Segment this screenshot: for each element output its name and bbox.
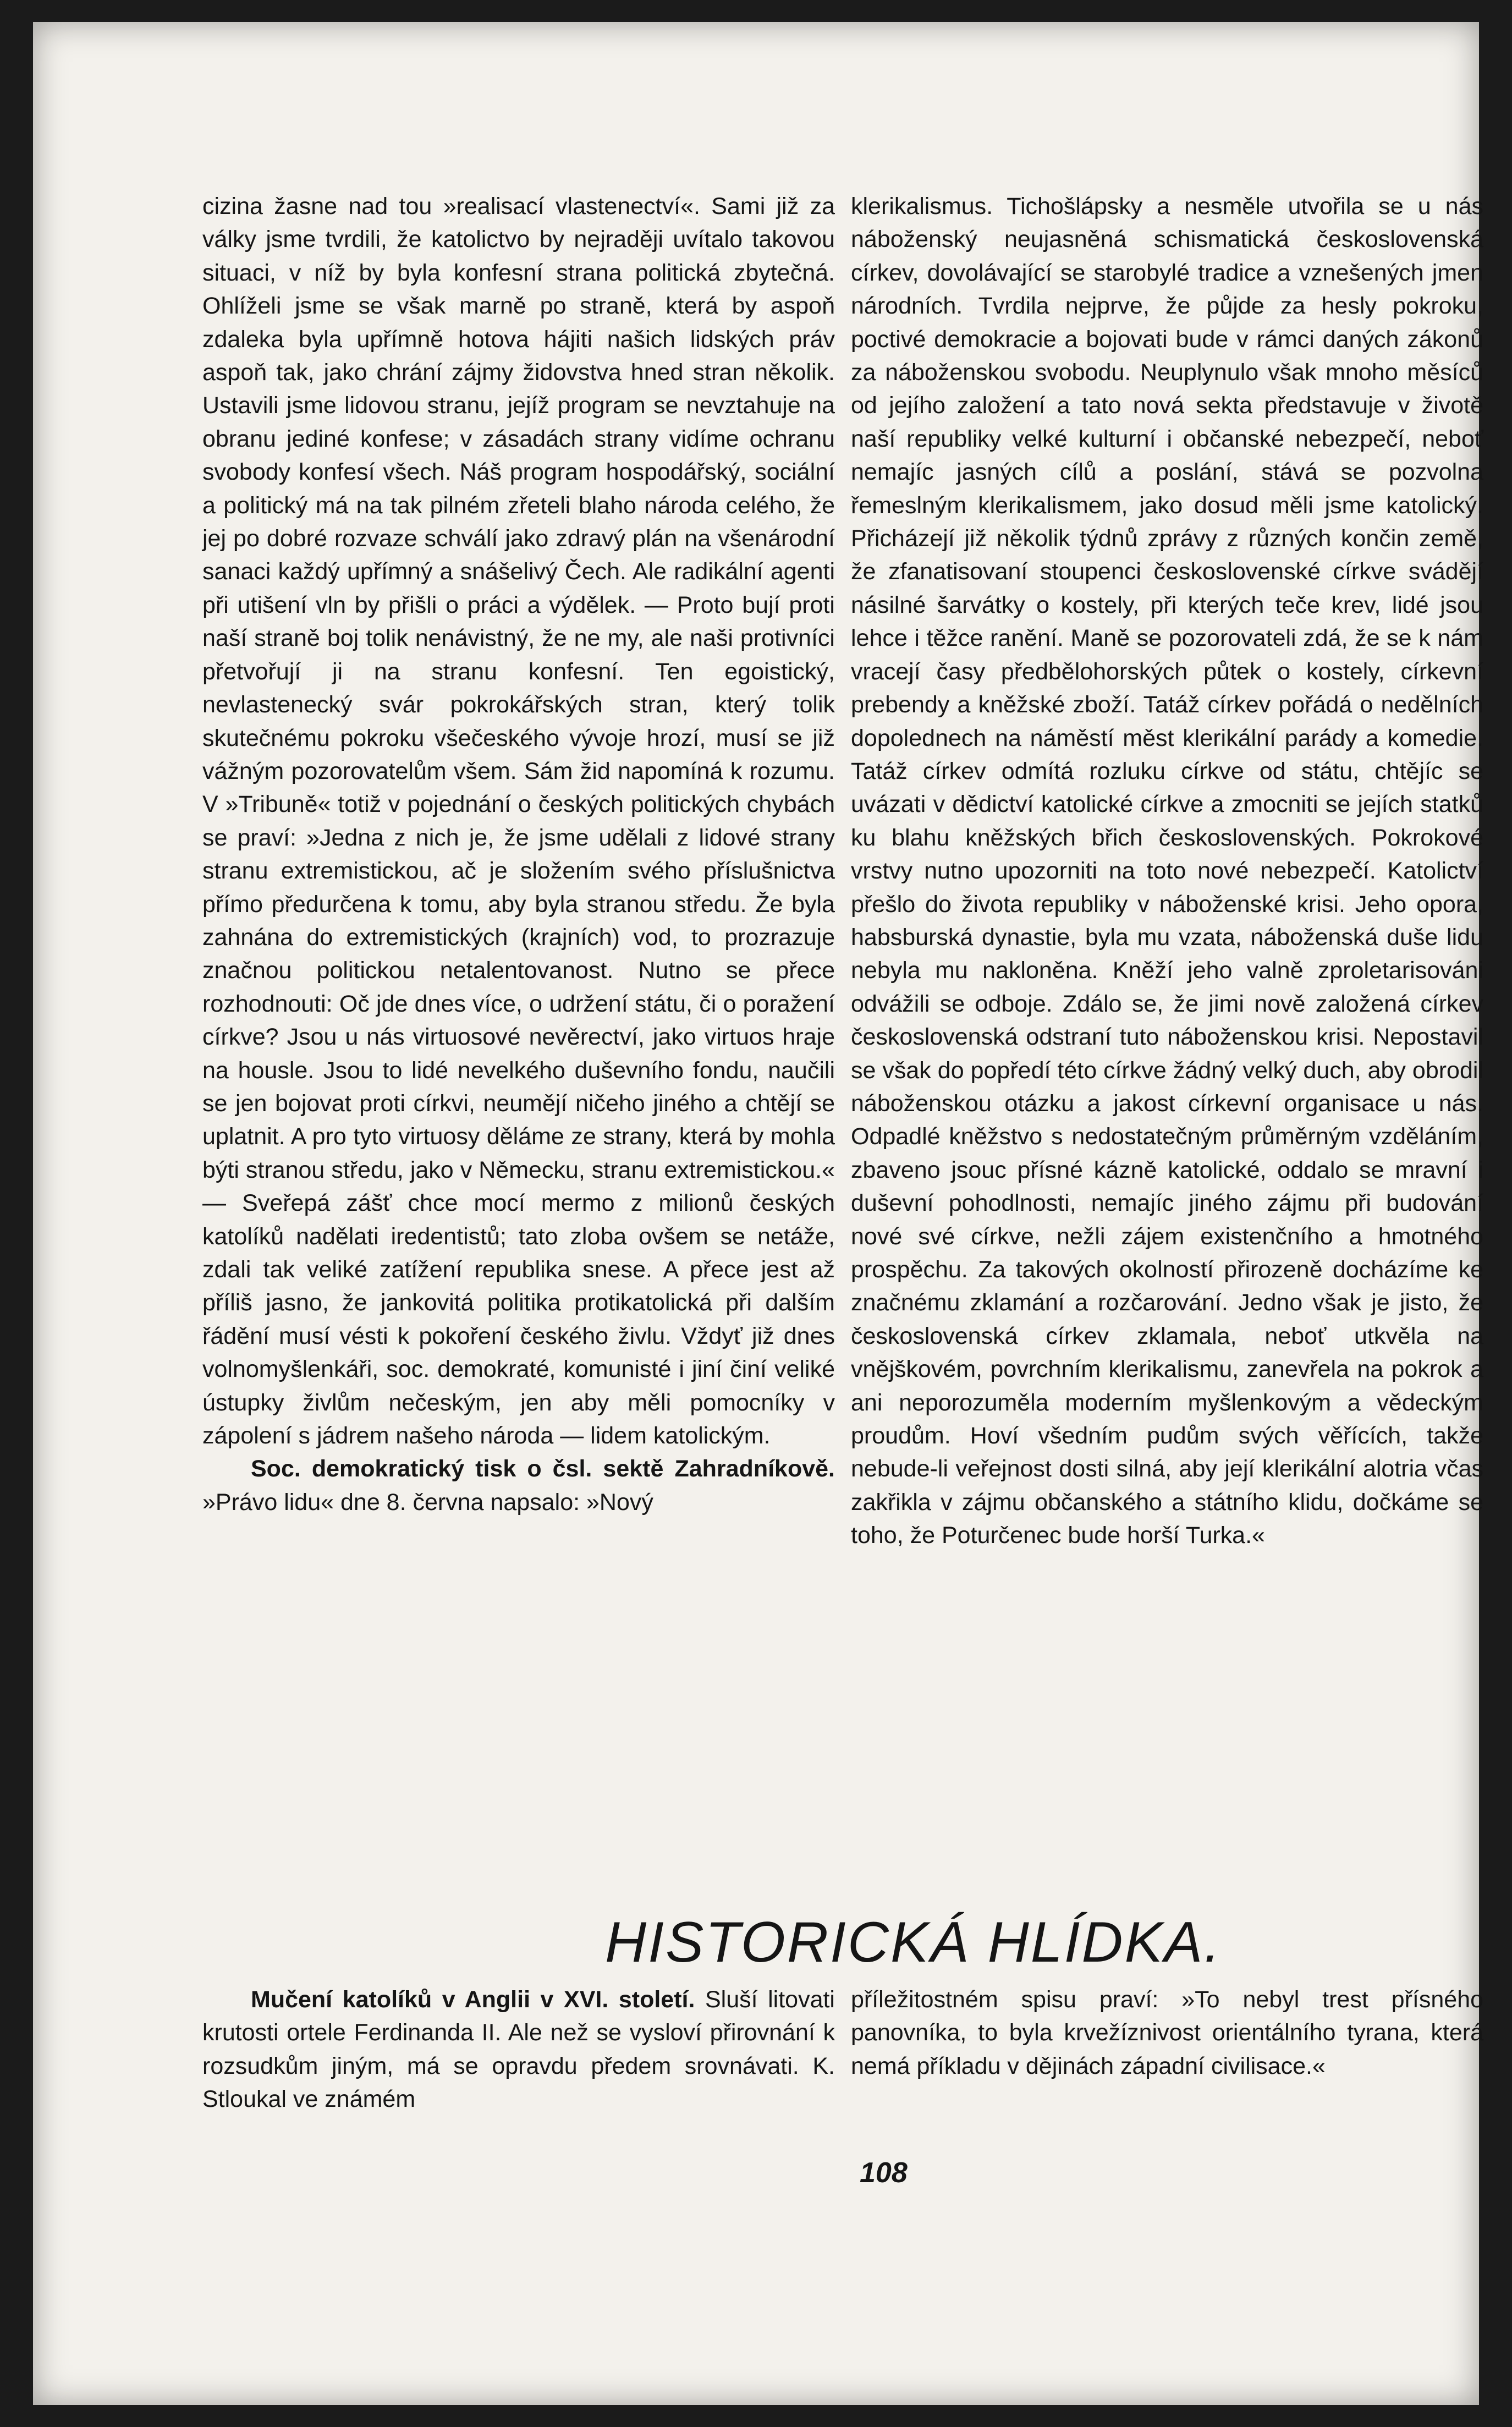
tail-subheading: Soc. demokratický tisk o čsl. sektě Zahradníkově. <box>251 1456 835 1482</box>
page-number: 108 <box>860 2157 908 2189</box>
article-left-column <box>202 190 835 1519</box>
section-heading: HISTORICKÁ HLÍDKA. <box>605 1910 1222 1974</box>
section-left-paragraph <box>202 1983 835 2116</box>
section-left-column <box>202 1983 835 2116</box>
section-left-text: Sluší litovati krutosti ortele Ferdinanda II. Ale než se vysloví přirovnání k rozsudkům jiným, má se opravdu předem srovnávati. K. Stloukal ve známém <box>202 1986 835 2113</box>
article-right-text: klerikalismus. Tichošlápsky a nesměle utvořila se u nás náboženský neujasněná schismatická československá církev, dovolávající se starobylé tradice a vznešených jmen národních. Tvrdila nejprve, že půjde za hesly pokroku, poctivé demokracie a bojovati bude v rámci daných zákonů za náboženskou svobodu. Neuplynulo však mnoho měsíců od jejího založení a tato nová sekta představuje v životě naší republiky velké kulturní i občanské nebezpečí, neboť nemajíc jasných cílů a poslání, stává se pozvolna řemeslným klerikalismem, jako dosud měli jsme katolický. Přicházejí již několik týdnů zprávy z různých končin země, že zfanatisovaní stoupenci československé církve svádějí násilné šarvátky o kostely, při kterých teče krev, lidé jsou lehce i těžce ranění. Maně se pozorovateli zdá, že se k nám vracejí časy předbělohorských půtek o kostely, církevní prebendy a kněžské zboží. Tatáž církev pořádá o nedělních dopolednech na náměstí měst klerikální parády a komedie. Tatáž církev odmítá rozluku církve od státu, chtějíc se uvázati v dědictví katolické církve a zmocniti se jejích statků ku blahu kněžských břich československých. Pokrokové vrstvy nutno upozorniti na toto nové nebezpečí. Katolictví přešlo do života republiky v náboženské krisi. Jeho opora, habsburská dynastie, byla mu vzata, náboženská duše lidu nebyla mu nakloněna. Kněží jeho valně zproletarisováni odvážili se odboje. Zdálo se, že jimi nově založená církev československá odstraní tuto náboženskou krisi. Nepostavil se však do popředí této církve žádný velký duch, aby obrodil náboženskou otázku a jakost církevní organisace u nás. Odpadlé kněžstvo s nedostatečným průměrným vzděláním, zbaveno jsouc přísné kázně katolické, oddalo se mravní i duševní pohodlnosti, nemajíc jiného zájmu při budování nové své církve, nežli zájem existenčního a hmotného prospěchu. Za takových okolností přirozeně docházíme ke značnému zklamání a rozčarování. Jedno však je jisto, že československá církev zklamala, neboť utkvěla na vnějškovém, povrchním klerikalismu, zanevřela na pokrok a ani neporozuměla moderním myšlenkovým a vědeckým proudům. Hoví všedním pudům svých věřících, takže nebude-li veřejnost dosti silná, aby její klerikální alotria včas zakřikla v zájmu občanského a státního klidu, dočkáme se toho, že Poturčenec bude horší Turka.« <box>851 193 1483 1549</box>
scanned-page <box>33 22 1483 2405</box>
article-left-tail <box>202 1452 835 1519</box>
section-right-column <box>851 1983 1483 2083</box>
article-right-column <box>851 190 1483 1552</box>
section-subheading: Mučení katolíků v Anglii v XVI. století. <box>251 1986 695 2013</box>
section-right-text: příležitostném spisu praví: »To nebyl trest přísného panovníka, to byla krvežíznivost orientálního tyrana, která nemá příkladu v dějinách západní civilisace.« <box>851 1986 1483 2079</box>
tail-text: »Právo lidu« dne 8. června napsalo: »Nový <box>202 1489 653 1515</box>
article-left-text: cizina žasne nad tou »realisací vlastenectví«. Sami již za války jsme tvrdili, že katolictvo by nejraději uvítalo takovou situaci, v níž by byla konfesní strana politická zbytečná. Ohlíželi jsme se však marně po straně, která by aspoň zdaleka byla upřímně hotova hájiti našich lidských práv aspoň tak, jako chrání zájmy židovstva hned stran několik. Ustavili jsme lidovou stranu, jejíž program se nevztahuje na obranu jediné konfese; v zásadách strany vidíme ochranu svobody konfesí všech. Náš program hospodářský, sociální a politický má na tak pilném zřeteli blaho národa celého, že jej po dobré rozvaze schválí jako zdravý plán na všenárodní sanaci každý upřímný a snášelivý Čech. Ale radikální agenti při utišení vln by přišli o práci a výdělek. — Proto bují proti naší straně boj tolik nenávistný, že ne my, ale naši protivníci přetvořují ji na stranu konfesní. Ten egoistický, nevlastenecký svár pokrokářských stran, který tolik skutečnému pokroku všečeského vývoje hrozí, musí se již vážným pozorovatelům všem. Sám žid napomíná k rozumu. V »Tribuně« totiž v pojednání o českých politických chybách se praví: »Jedna z nich je, že jsme udělali z lidové strany stranu extremistickou, ač je složením svého příslušnictva přímo předurčena k tomu, aby byla stranou středu. Že byla zahnána do extremistických (krajních) vod, to prozrazuje značnou politickou netalentovanost. Nutno se přece rozhodnouti: Oč jde dnes více, o udržení státu, či o poražení církve? Jsou u nás virtuosové nevěrectví, jako virtuos hraje na housle. Jsou to lidé nevelkého duševního fondu, naučili se jen bojovat proti církvi, neumějí ničeho jiného a chtějí se uplatnit. A pro tyto virtuosy děláme ze strany, která by mohla býti stranou středu, jako v Německu, stranu extremistickou.« — Sveřepá zášť chce mocí mermo z milionů českých katolíků nadělati iredentistů; tato zloba ovšem se netáže, zdali tak veliké zatížení republika snese. A přece jest až příliš jasno, že jankovitá politika protikatolická při dalším řádění musí vésti k pokoření českého živlu. Vždyť již dnes volnomyšlenkáři, soc. demokraté, komunisté i jiní činí veliké ústupky živlům nečeským, jen aby měli pomocníky v zápolení s jádrem našeho národa — lidem katolickým. <box>202 193 835 1449</box>
